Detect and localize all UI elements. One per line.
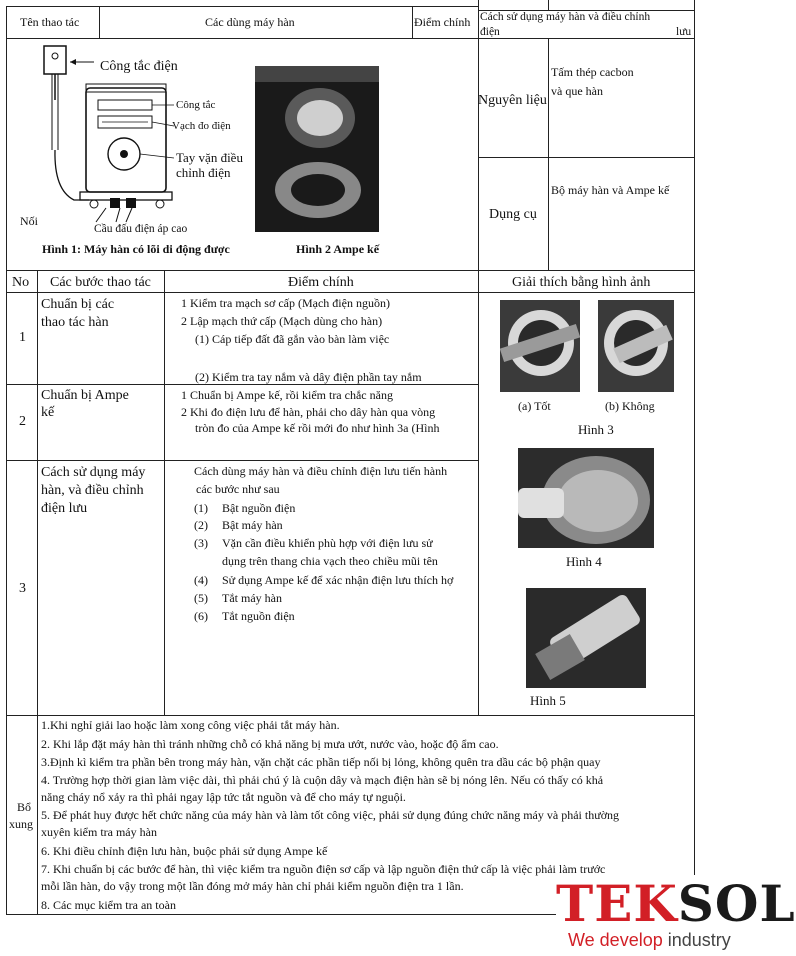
fig3a-caption: (a) Tốt [518, 399, 551, 413]
supplement-note: 2. Khi lắp đặt máy hàn thì tránh những chỗ có khả năng bị mưa ướt, nước vào, hoặc độ ẩm cao. [41, 737, 499, 751]
fig5-caption: Hình 5 [530, 693, 566, 708]
supplement-note: mỗi lần hàn, do vậy trong một lần đóng mở máy hàn chỉ phải kiểm nguồn điện tra 1 lần. [41, 879, 464, 893]
logo-brand-red: TEK [556, 874, 678, 933]
supplement-note: năng cháy nổ xảy ra thì phải ngay lập tức tắt nguồn và để cho máy tự nguội. [41, 790, 406, 804]
logo-brand-dark: SOL [677, 874, 796, 933]
step-number: 3 [19, 581, 26, 596]
step-item-number: (3) [194, 536, 208, 550]
header-name-label: Tên thao tác [20, 15, 80, 29]
step-title-line: Chuẩn bị Ampe [41, 388, 129, 403]
step-item-number: (2) [194, 518, 208, 532]
header-description-line2a: điện [480, 26, 500, 38]
step-point: (2) Kiểm tra tay nắm và dây điện phần tay nắm [195, 370, 422, 384]
supplement-note: xuyên kiểm tra máy hàn [41, 825, 157, 839]
step-item-number: (1) [194, 501, 208, 515]
label-switch: Công tắc [176, 99, 216, 111]
step-intro: Cách dùng máy hàn và điều chỉnh điện lưu tiến hành [194, 464, 448, 478]
step-title-line: hàn, và điều chỉnh [41, 483, 144, 498]
col-keypoint-header: Điểm chính [288, 275, 354, 290]
label-gauge: Vạch đo điện [172, 120, 231, 132]
materials-label: Nguyên liệu [478, 93, 547, 108]
tools-value: Bộ máy hàn và Ampe kế [551, 183, 670, 197]
supplement-note: 8. Các mục kiểm tra an toàn [41, 898, 176, 912]
step-title-line: kế [41, 405, 55, 420]
materials-value-2: và que hàn [551, 84, 603, 98]
label-switch-top: Công tắc điện [100, 59, 178, 74]
step-intro: các bước như sau [196, 482, 280, 496]
step-number: 2 [19, 414, 26, 429]
step-number: 1 [19, 330, 26, 345]
logo-tagline-red: We develop [568, 930, 668, 950]
supplement-note: 4. Trường hợp thời gian làm việc dài, thì phải chú ý là cuộn dây và mạch điện hàn sẽ bị nóng lên. Nếu có thấy có khả [41, 773, 604, 787]
header-title: Các dùng máy hàn [205, 15, 295, 29]
step-item-number: (6) [194, 609, 208, 623]
header-description-line1: Cách sử dụng máy hàn và điều chỉnh [480, 11, 651, 23]
fig3a-photo [500, 300, 580, 392]
step-item-text: Tắt máy hàn [222, 591, 282, 605]
ammeter-photo [255, 66, 379, 232]
step-point: (1) Cáp tiếp đất đã gắn vào bàn làm việc [195, 332, 390, 346]
step-item-text: Bật nguồn điện [222, 501, 296, 515]
fig3b-caption: (b) Không [605, 399, 655, 413]
label-knob-2: chỉnh điện [176, 165, 231, 180]
step-point: tròn đo của Ampe kế rồi mới đo như hình 3a (Hình [195, 421, 440, 435]
logo-tagline-dark: industry [667, 930, 731, 950]
supplement-note: 3.Định kì kiểm tra phần bên trong máy hàn, vặn chặt các phần tiếp nối bị lỏng, không quên tra dầu các bộ phận quay [41, 755, 601, 769]
step-title-line: Chuẩn bị các [41, 297, 115, 312]
supplement-label-2: xung [9, 817, 33, 831]
figure1-caption: Hình 1: Máy hàn có lõi di động được [42, 242, 230, 256]
col-visual-header: Giải thích bằng hình ảnh [512, 275, 651, 290]
figure2-caption: Hình 2 Ampe kế [296, 242, 380, 256]
supplement-note: 7. Khi chuẩn bị các bước để hàn, thì việc kiểm tra nguồn điện sơ cấp và lập nguồn điện thứ cấp là việc phải làm trước [41, 862, 606, 876]
header-keypoint-label: Điểm chính [414, 15, 471, 29]
step-item-number: (5) [194, 591, 208, 605]
step-item-number: (4) [194, 573, 208, 587]
logo-wordmark [556, 876, 796, 932]
label-knob-1: Tay vặn điều [176, 150, 243, 165]
step-point: 1 Chuẩn bị Ampe kế, rồi kiểm tra chắc năng [181, 388, 393, 402]
fig5-photo [526, 588, 646, 688]
supplement-note: 1.Khi nghỉ giải lao hoặc làm xong công việc phải tắt máy hàn. [41, 718, 340, 732]
step-item-text: dụng trên thang chia vạch theo chiều mũi tên [222, 554, 438, 568]
step-item-text: Sử dụng Ampe kế để xác nhận điện lưu thích hợ [222, 573, 454, 587]
step-point: 1 Kiểm tra mạch sơ cấp (Mạch điện nguồn) [181, 296, 390, 310]
fig3b-photo [598, 300, 674, 392]
step-item-text: Tắt nguồn điện [222, 609, 295, 623]
supplement-note: 5. Để phát huy được hết chức năng của máy hàn và làm tốt công việc, phải sử dụng đúng chức năng máy và phải thường [41, 808, 620, 822]
teksol-logo [556, 874, 796, 950]
step-title-line: thao tác hàn [41, 315, 109, 330]
supplement-note: 6. Khi điều chỉnh điện lưu hàn, buộc phải sử dụng Ampe kế [41, 844, 328, 858]
fig4-photo [518, 448, 654, 548]
col-no-header: No [12, 275, 30, 290]
step-point: 2 Lập mạch thứ cấp (Mạch dùng cho hàn) [181, 314, 383, 328]
label-connect: Nối [20, 214, 38, 228]
step-item-text: Vặn cần điều khiển phù hợp với điện lưu sử [222, 536, 433, 550]
step-title-line: Cách sử dụng máy [41, 465, 146, 480]
tools-label: Dụng cụ [489, 207, 537, 222]
fig4-caption: Hình 4 [566, 554, 602, 569]
header-description-line2b: lưu [676, 26, 692, 38]
materials-value-1: Tấm thép cacbon [551, 65, 634, 79]
label-terminal: Cầu đấu điện áp cao [94, 223, 188, 235]
supplement-label-1: Bổ [17, 800, 32, 814]
fig3-caption: Hình 3 [578, 422, 614, 437]
step-point: 2 Khi đo điện lưu để hàn, phải cho dây hàn qua vòng [181, 405, 436, 419]
col-step-header: Các bước thao tác [50, 275, 151, 290]
step-item-text: Bật máy hàn [222, 518, 283, 532]
logo-tagline [568, 930, 731, 951]
step-title-line: điện lưu [41, 501, 88, 516]
